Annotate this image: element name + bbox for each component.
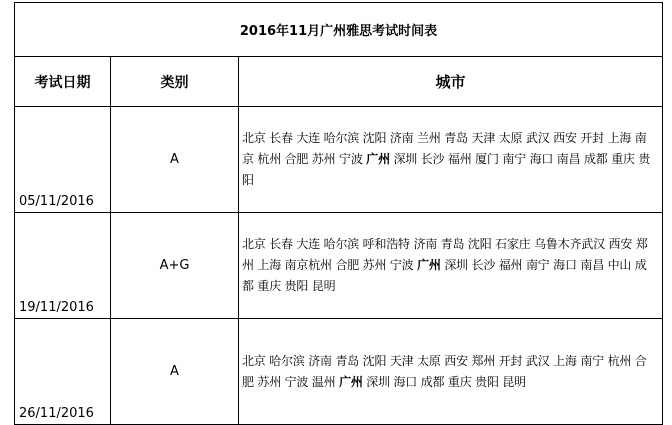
- highlighted-city: 广州: [339, 374, 363, 389]
- cities-list: [242, 234, 658, 297]
- exam-date-cell: 19/11/2016: [15, 213, 111, 319]
- cities-after: 深圳 长沙 福州 南宁 海口 南昌 中山 成都 重庆 贵阳 昆明: [242, 258, 647, 293]
- header-city: 城市: [239, 57, 663, 107]
- cities-list: [242, 128, 658, 191]
- cities-list: [242, 351, 658, 393]
- highlighted-city: 广州: [366, 152, 390, 166]
- table-row: [15, 213, 663, 319]
- header-exam-date: 考试日期: [15, 57, 111, 107]
- category-cell: A: [111, 319, 239, 425]
- cities-cell: [239, 213, 663, 319]
- cities-before: 北京 长春 大连 哈尔滨 沈阳 济南 兰州 青岛 天津 太原 武汉 西安 开封 上海 南京 杭州 合肥 苏州 宁波: [242, 131, 647, 166]
- cities-before: 北京 长春 大连 哈尔滨 呼和浩特 济南 青岛 沈阳 石家庄 乌鲁木齐武汉 西安 郑州 上海 南京杭州 合肥 苏州 宁波: [242, 237, 648, 272]
- exam-schedule-table: [14, 2, 663, 425]
- exam-date-cell: 05/11/2016: [15, 107, 111, 213]
- exam-date-cell: 26/11/2016: [15, 319, 111, 425]
- category-cell: A+G: [111, 213, 239, 319]
- table-title: 2016年11月广州雅思考试时间表: [15, 3, 663, 57]
- cities-cell: [239, 319, 663, 425]
- table-row: [15, 107, 663, 213]
- title-row: [15, 3, 663, 57]
- highlighted-city: 广州: [417, 258, 441, 272]
- category-cell: A: [111, 107, 239, 213]
- header-row: [15, 57, 663, 107]
- cities-before: 北京 哈尔滨 济南 青岛 沈阳 天津 太原 西安 郑州 开封 武汉 上海 南宁 杭州 合肥 苏州 宁波 温州: [242, 353, 647, 389]
- cities-after: 深圳 海口 成都 重庆 贵阳 昆明: [362, 374, 526, 389]
- schedule-sheet: [14, 2, 662, 421]
- header-category: 类别: [111, 57, 239, 107]
- cities-after: 深圳 长沙 福州 厦门 南宁 海口 南昌 成都 重庆 贵阳: [242, 152, 651, 187]
- cities-cell: [239, 107, 663, 213]
- table-row: [15, 319, 663, 425]
